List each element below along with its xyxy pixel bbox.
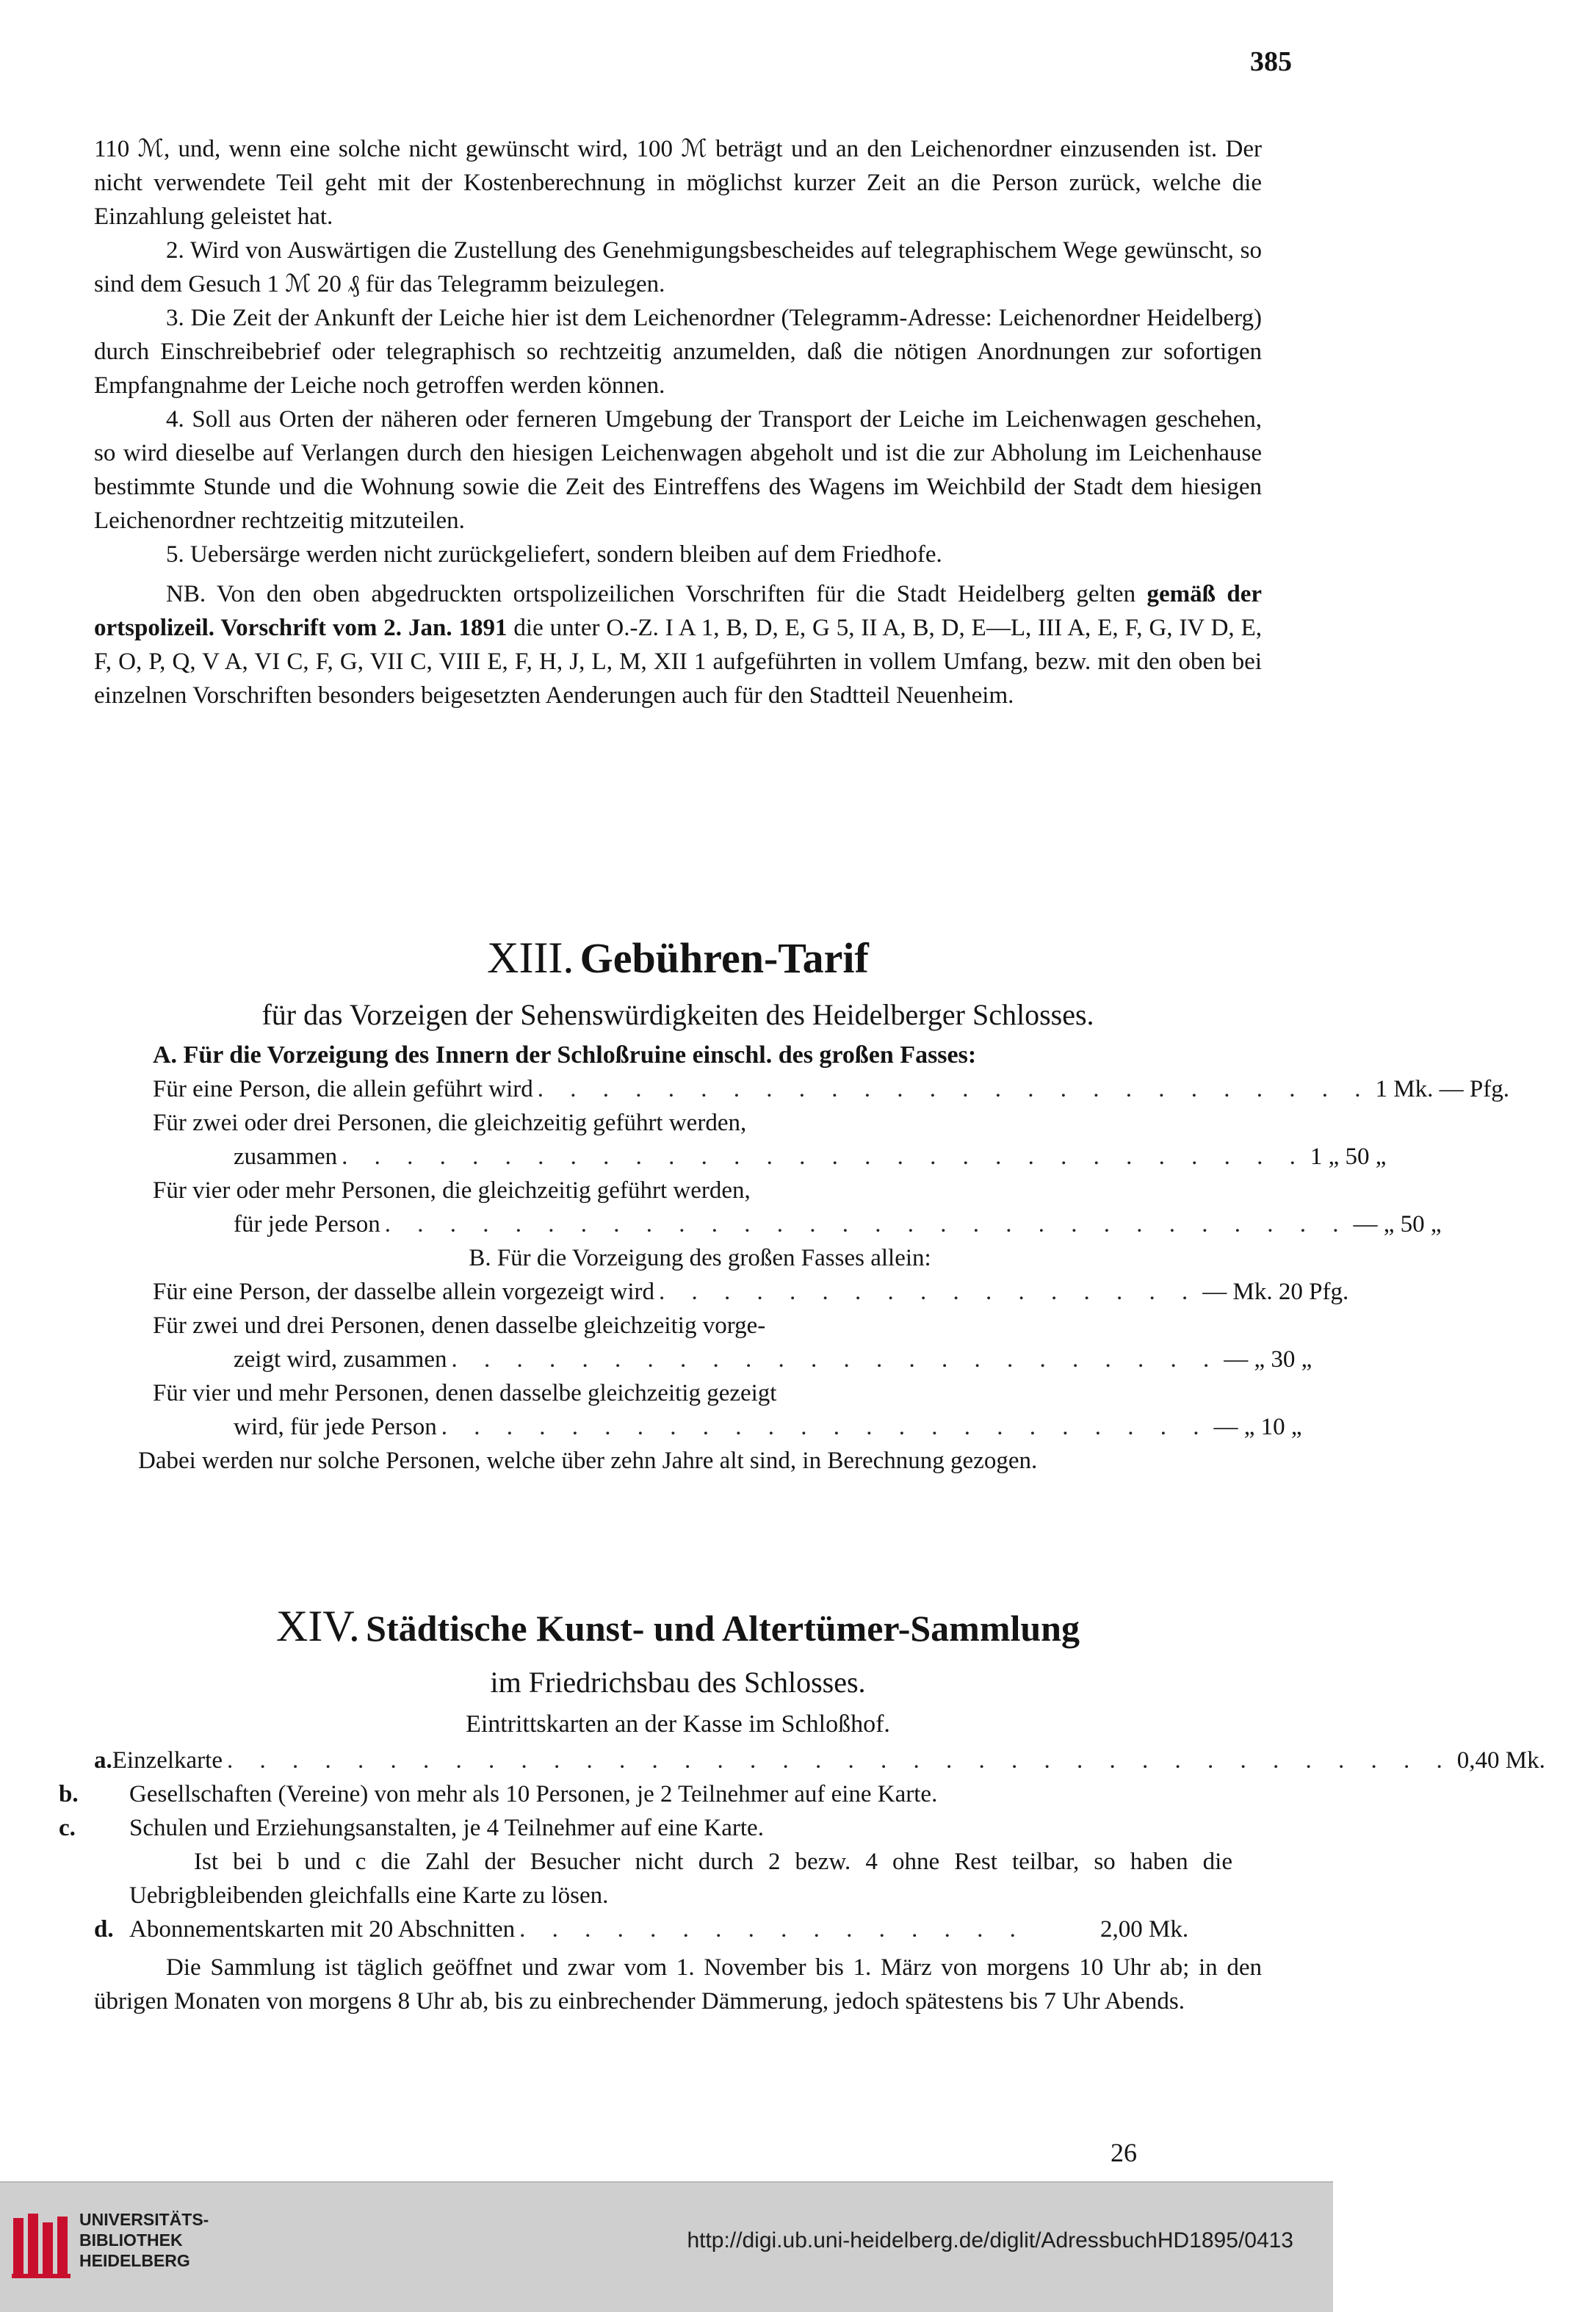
tariff-row [153, 1072, 1509, 1106]
leader-dots: . . . . . . . . . . . . . . . . . . . . . . . . . . [537, 1076, 1371, 1102]
library-name-line: BIBLIOTHEK [79, 2230, 183, 2250]
tariff-row-price: — Mk. 20 Pfg. [1202, 1279, 1349, 1305]
section-13-a-table [94, 1072, 1509, 1241]
leader-dots: . . . . . . . . . . . . . . . . . . . . . . . . . . . . . . [342, 1144, 1306, 1170]
tariff-row-price: — „ 50 „ [1353, 1211, 1442, 1238]
tariff-row-label: Für zwei und drei Personen, denen dasselbe gleichzeitig vorge- [153, 1312, 766, 1339]
regulations-text [94, 132, 1262, 712]
tariff-row-label: Für vier oder mehr Personen, die gleichzeitig geführt werden, [153, 1177, 751, 1204]
tariff-row [153, 1376, 1302, 1444]
list-item-price: 2,00 Mk. [1100, 1916, 1189, 1943]
source-url-link[interactable]: http://digi.ub.uni-heidelberg.de/diglit/AdressbuchHD1895/0413 [687, 2228, 1293, 2253]
tariff-row [153, 1275, 1349, 1309]
tariff-row [153, 1309, 1312, 1376]
nb-paragraph [94, 577, 1262, 712]
list-item-letter: b. [59, 1781, 79, 1807]
tariff-row-continuation [153, 1207, 1442, 1241]
tariff-row-continuation [153, 1410, 1302, 1444]
section-14-subtitle: im Friedrichsbau des Schlosses. [490, 1666, 866, 1699]
nb-text-start: NB. Von den oben abgedruckten ortspolizeilichen Vorschriften für die Stadt Heidelberg gelten [166, 581, 1147, 607]
library-footer [0, 2181, 1333, 2312]
section-13-note: Dabei werden nur solche Personen, welche über zehn Jahre alt sind, in Berechnung gezogen. [138, 1448, 1038, 1474]
list-item-letter: c. [59, 1815, 76, 1841]
list-item-text: Abonnementskarten mit 20 Abschnitten [129, 1916, 516, 1943]
tariff-row-cont: wird, für jede Person [234, 1414, 437, 1440]
tariff-row-price: — „ 10 „ [1213, 1414, 1302, 1440]
paragraph-5: 5. Uebersärge werden nicht zurückgeliefert, sondern bleiben auf dem Friedhofe. [166, 541, 942, 568]
leader-dots: . . . . . . . . . . . . . . . . [519, 1916, 1026, 1943]
list-item-letter: d. [94, 1916, 114, 1943]
list-item-text: Schulen und Erziehungsanstalten, je 4 Teilnehmer auf eine Karte. [129, 1815, 764, 1841]
tariff-row-cont: zusammen [234, 1144, 338, 1170]
list-item-text: Einzelkarte [112, 1747, 223, 1774]
leader-dots: . . . . . . . . . . . . . . . . . . . . . . . . . . . . . . . . . . . . . . [227, 1747, 1453, 1774]
nb-text-end: die unter O.-Z. I A 1, B, D, E, G 5, II A, B, D, E—L, III A, E, F, G, IV D, E, F, O, P, Q, V A, VI C, F, G, VII C, VIII E, F, H, J, L, M, XII 1 aufgeführten in vollem Umfang, bezw. mit den oben bei einzelnen Vorschriften besonders beigesetzten Aenderungen auch für den Stadtteil Neuenheim. [94, 615, 1262, 709]
tariff-row-label: Für vier und mehr Personen, denen dasselbe gleichzeitig gezeigt [153, 1380, 777, 1406]
page-number-bottom: 26 [1111, 2138, 1137, 2167]
tariff-row-price: 1 Mk. — Pfg. [1375, 1076, 1509, 1102]
tariff-row-price: 1 „ 50 „ [1310, 1144, 1387, 1170]
paragraph-1: 110 ℳ, und, wenn eine solche nicht gewünscht wird, 100 ℳ beträgt und an den Leichenordner einzusenden ist. Der nicht verwendete Teil geht mit der Kostenberechnung in möglichst kurzer Zeit an die Person zurück, welche die Einzahlung geleistet hat. [94, 136, 1262, 230]
tariff-row-price: — „ 30 „ [1224, 1346, 1312, 1373]
leader-dots: . . . . . . . . . . . . . . . . . . . . . . . . [451, 1346, 1220, 1373]
section-14-roman: XIV. [276, 1602, 360, 1650]
tariff-row-label: Für zwei oder drei Personen, die gleichzeitig geführt werden, [153, 1110, 747, 1136]
section-13-b-heading: B. Für die Vorzeigung des großen Fasses allein: [469, 1245, 931, 1271]
paragraph-2: 2. Wird von Auswärtigen die Zustellung des Genehmigungsbescheides auf telegraphischem Wege gewünscht, so sind dem Gesuch 1 ℳ 20 ₰ für das Telegramm beizulegen. [94, 237, 1262, 297]
section-14-list [59, 1744, 1545, 1946]
section-14-hours: Die Sammlung ist täglich geöffnet und zwar vom 1. November bis 1. März von morgens 10 Uhr ab; in den übrigen Monaten von morgens 8 Uhr ab, bis zu einbrechender Dämmerung, jedoch spätestens bis 7 Uhr Abends. [94, 1954, 1262, 2015]
list-item-text: Gesellschaften (Vereine) von mehr als 10 Personen, je 2 Teilnehmer auf eine Karte. [129, 1781, 938, 1807]
nb-bold-text: gemäß der ortspolizeil. Vorschrift vom 2. Jan. 1891 [94, 581, 1262, 641]
section-13-title: Gebühren-Tarif [579, 934, 869, 982]
list-item-price: 0,40 Mk. [1456, 1747, 1545, 1774]
tariff-row-label: Für eine Person, der dasselbe allein vorgezeigt wird [153, 1279, 655, 1305]
library-name [79, 2209, 209, 2271]
leader-dots: . . . . . . . . . . . . . . . . . . . . . . . . [441, 1414, 1210, 1440]
list-item-letter: a. [94, 1747, 112, 1774]
paragraph-3: 3. Die Zeit der Ankunft der Leiche hier ist dem Leichenordner (Telegramm-Adresse: Leichenordner Heidelberg) durch Einschreibebrief oder telegraphisch so rechtzeitig anzumelden, daß die nötigen Anordnungen zur sofortigen Empfangnahme der Leiche noch getroffen werden können. [94, 305, 1262, 399]
list-item [59, 1777, 1232, 1811]
library-logo-icon [10, 2211, 81, 2281]
tariff-row-continuation [153, 1140, 1387, 1174]
section-14-subsubtitle: Eintrittskarten an der Kasse im Schloßhof. [466, 1710, 890, 1738]
section-13-subtitle: für das Vorzeigen der Sehenswürdigkeiten des Heidelberger Schlosses. [261, 998, 1094, 1031]
page-number-top: 385 [1250, 46, 1292, 77]
section-13-roman: XIII. [487, 933, 574, 982]
section-13 [94, 931, 1509, 1478]
list-item [59, 1811, 1232, 1845]
paragraph-4: 4. Soll aus Orten der näheren oder ferneren Umgebung der Transport der Leiche im Leichenwagen geschehen, so wird dieselbe auf Verlangen durch den hiesigen Leichenwagen abgeholt und ist die zur Abholung im Leichenhause bestimmte Stunde und die Wohnung sowie die Zeit des Eintreffens des Wagens im Weichbild der Stadt dem hiesigen Leichenordner rechtzeitig mitzuteilen. [94, 406, 1262, 534]
library-name-line: UNIVERSITÄTS- [79, 2210, 209, 2229]
tariff-row-cont: zeigt wird, zusammen [234, 1346, 447, 1373]
tariff-row-continuation [153, 1343, 1312, 1376]
section-13-a-heading: A. Für die Vorzeigung des Innern der Schloßruine einschl. des großen Fasses: [153, 1041, 977, 1069]
section-14 [59, 1600, 1545, 2018]
leader-dots: . . . . . . . . . . . . . . . . . . . . . . . . . . . . . . [384, 1211, 1349, 1238]
tariff-row [153, 1174, 1442, 1241]
library-name-line: HEIDELBERG [79, 2251, 190, 2270]
tariff-row [153, 1106, 1387, 1174]
list-item-note: Ist bei b und c die Zahl der Besucher nicht durch 2 bezw. 4 ohne Rest teilbar, so haben die Uebrigbleibenden gleichfalls eine Karte zu lösen. [129, 1849, 1232, 1909]
section-14-title: Städtische Kunst- und Altertümer-Sammlung [366, 1608, 1080, 1649]
list-item [94, 1912, 1232, 1946]
section-13-heading [94, 931, 1262, 991]
section-13-b-table [94, 1275, 1349, 1444]
section-14-heading [94, 1600, 1262, 1660]
tariff-row-label: Für eine Person, die allein geführt wird [153, 1076, 533, 1102]
leader-dots: . . . . . . . . . . . . . . . . . [659, 1279, 1199, 1305]
tariff-row-cont: für jede Person [234, 1211, 380, 1238]
list-item [94, 1744, 1545, 1777]
